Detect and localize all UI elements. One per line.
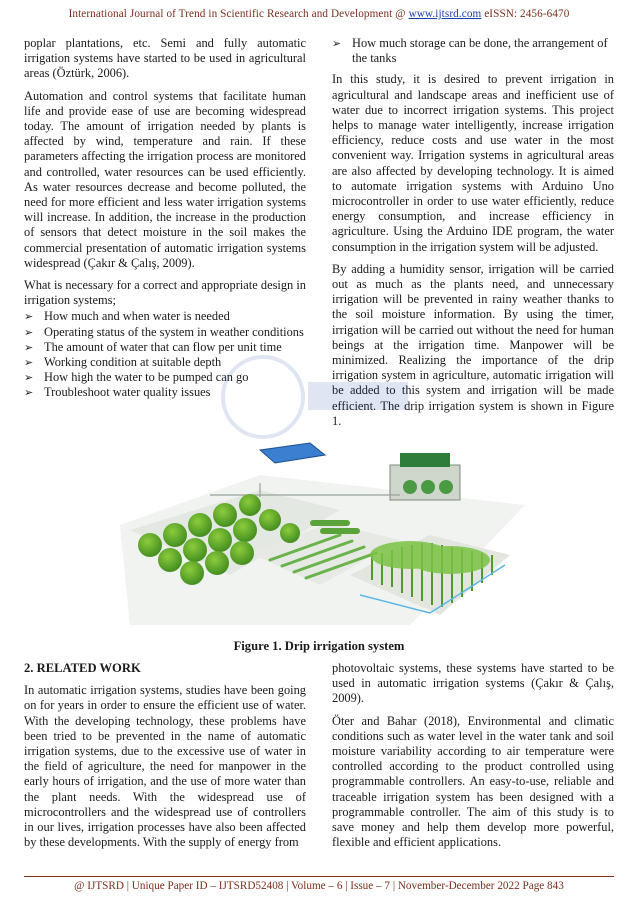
page-footer: @ IJTSRD | Unique Paper ID – IJTSRD52408 | Volume – 6 | Issue – 7 | November-December 2022 Page 843 <box>74 880 564 892</box>
section-2-paragraph-2: photovoltaic systems, these systems have started to be used in automatic irrigation systems (Çakır & Çalış, 2009). <box>332 661 614 706</box>
left-paragraph-3: What is necessary for a correct and appropriate design in irrigation systems; <box>24 278 306 308</box>
right-paragraph-1: In this study, it is desired to prevent irrigation in agricultural and landscape areas and inefficient use of water due to incorrect irrigation systems. This project helps to manage water intelligently, increase irrigation efficiency, reduce costs and use water in the most convenient way. Irrigation systems in agricultural areas are also affected by developing technology. It is aimed to automate irrigation systems with Arduino Uno microcontroller in order to use water efficiently, reduce energy consumption, and increase efficiency in agriculture. Using the Arduino IDE program, the water consumption in the irrigation system will be adjusted. <box>332 72 614 254</box>
solar-panel <box>260 443 325 463</box>
station-roof <box>400 453 450 467</box>
drip-irrigation-illustration <box>110 435 530 630</box>
figure-caption: Figure 1. Drip irrigation system <box>233 639 405 653</box>
water-tank <box>421 480 435 494</box>
header-journal-text: International Journal of Trend in Scientific Research and Development @ <box>68 8 409 20</box>
left-paragraph-2: Automation and control systems that facilitate human life and provide ease of use are becoming widespread today. The amount of irrigation needed by plants is affected by wind, temperature and rain. If these parameters affecting the irrigation process are monitored and controlled, water resources can be used efficiently. As water resources decrease and become polluted, the need for more efficient and less water irrigation systems will increase. In addition, the increase in the production of sensors that detect moisture in the soil makes the commercial presentation of automatic irrigation systems widespread (Çakır & Çalış, 2009). <box>24 88 306 270</box>
list-item: ➢ Troubleshoot water quality issues <box>24 385 306 400</box>
water-tank <box>439 480 453 494</box>
list-item: ➢ How high the water to be pumped can go <box>24 370 306 385</box>
footer-rule <box>24 876 614 877</box>
water-tank <box>403 480 417 494</box>
storage-list <box>332 36 614 66</box>
design-requirements-list <box>24 309 306 400</box>
list-item: ➢ Working condition at suitable depth <box>24 355 306 370</box>
header-website-link[interactable]: www.ijtsrd.com <box>408 8 482 20</box>
list-item: ➢ How much storage can be done, the arrangement of the tanks <box>332 36 614 66</box>
header-issn: eISSN: 2456-6470 <box>481 8 570 20</box>
section-2-left-column <box>24 661 306 857</box>
section-2-right-column <box>332 661 614 857</box>
right-paragraph-2: By adding a humidity sensor, irrigation will be carried out as much as the plants need, and unnecessary irrigation will be prevented in rainy weather thanks to the soil moisture information. By using the timer, irrigation will be carried out without the need for human beings at the irrigation time. Manpower will be minimized. Realizing the importance of the drip irrigation system in agriculture, automatic irrigation will be added to this system and irrigation will be made efficient. The drip irrigation system is shown in Figure 1. <box>332 261 614 428</box>
section-2-paragraph-1: In automatic irrigation systems, studies have been going on for years in order to ensure the efficient use of water. With the developing technology, these problems have been tried to be prevented in the name of automatic irrigation systems, due to the excessive use of water in the field of agriculture, the need for manpower in the early hours of irrigation, and the use of more water than the plant needs. With the widespread use of microcontrollers and the widespread use of controllers in our lives, irrigation processes have also been affected by these developments. With the supply of energy from <box>24 683 306 850</box>
section-heading: 2. RELATED WORK <box>24 661 141 675</box>
left-paragraph-1: poplar plantations, etc. Semi and fully automatic irrigation systems have started to be used in agricultural areas (Öztürk, 2006). <box>24 36 306 81</box>
list-item: ➢ How much and when water is needed <box>24 309 306 324</box>
list-item: ➢ The amount of water that can flow per unit time <box>24 340 306 355</box>
section-2-paragraph-3: Öter and Bahar (2018), Environmental and climatic conditions such as water level in the water tank and soil moisture variability according to air temperature were controlled according to the product controlled using programmable controllers. An easy-to-use, reliable and traceable irrigation system has been designed with a programmable controller. The aim of this study is to save money and help them develop more powerful, flexible and efficient applications. <box>332 713 614 850</box>
left-column <box>24 36 306 407</box>
right-column <box>332 36 614 436</box>
list-item: ➢ Operating status of the system in weather conditions <box>24 325 306 340</box>
running-header <box>0 8 638 20</box>
